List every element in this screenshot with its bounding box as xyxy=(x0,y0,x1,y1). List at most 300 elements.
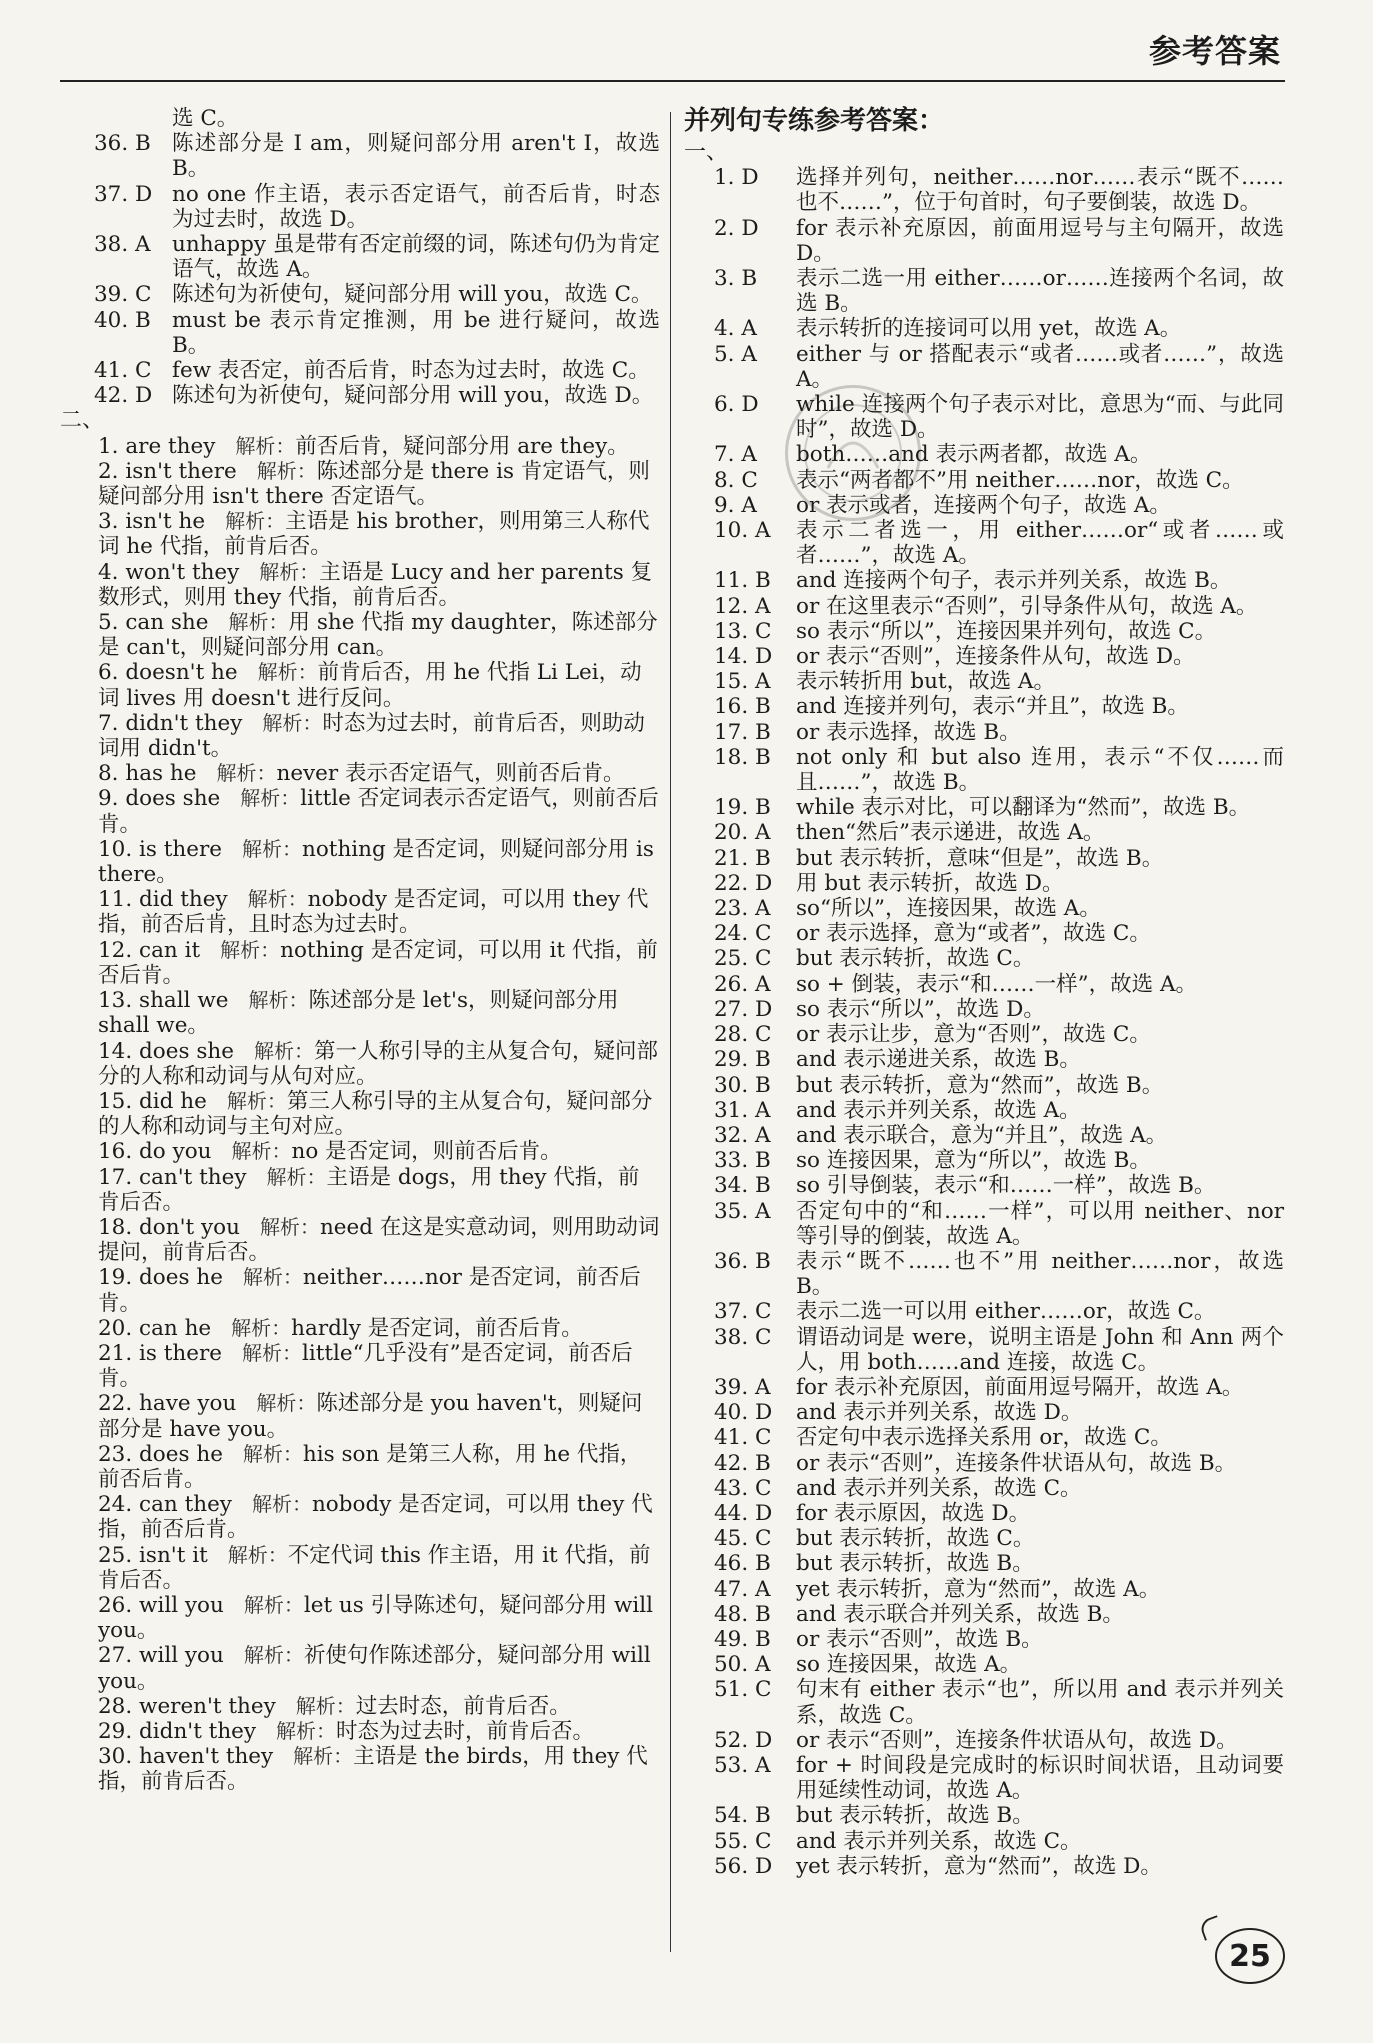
answer-explanation: yet 表示转折，意为“然而”，故选 D。 xyxy=(796,1853,1162,1879)
tag-question-entry xyxy=(60,1316,660,1341)
answer-explanation: 陈述部分是 I am，则疑问部分用 aren't I，故选 B。 xyxy=(172,131,660,182)
entry-answer: can it xyxy=(139,937,201,963)
answer-explanation: 表示二选一可以用 either……or，故选 C。 xyxy=(796,1299,1216,1325)
answer-entry xyxy=(684,442,1284,467)
entry-explanation: hardly 是否定词，前否后肯。 xyxy=(291,1315,583,1341)
answer-explanation: so 连接因果，故选 A。 xyxy=(796,1652,1022,1678)
answer-entry xyxy=(684,1123,1284,1148)
answer-number: 24. C xyxy=(714,921,772,947)
entry-explanation: his son 是第三人称，用 he 代指，前否后肯。 xyxy=(98,1441,642,1492)
answer-number: 6. D xyxy=(714,392,759,418)
answer-entry xyxy=(684,1022,1284,1047)
answer-entry xyxy=(684,1173,1284,1198)
entry-answer: doesn't he xyxy=(125,660,238,686)
answer-number: 54. B xyxy=(714,1803,771,1829)
page-header-title: 参考答案 xyxy=(1148,32,1281,70)
answer-entry xyxy=(684,1451,1284,1476)
answer-entry xyxy=(60,106,660,131)
entry-number: 10. xyxy=(98,836,133,862)
answer-explanation: either 与 or 搭配表示“或者……或者……”，故选 A。 xyxy=(796,341,1284,392)
parse-label: 解析： xyxy=(248,988,309,1013)
entry-number: 29. xyxy=(98,1718,133,1744)
answer-entry xyxy=(684,669,1284,694)
entry-number: 11. xyxy=(98,887,133,913)
answer-entry xyxy=(684,846,1284,871)
answer-explanation: few 表否定，前否后肯，时态为过去时，故选 C。 xyxy=(172,358,650,384)
answer-number: 52. D xyxy=(714,1727,773,1753)
answer-number: 1. D xyxy=(714,165,759,191)
entry-answer: will you xyxy=(139,1643,224,1669)
parse-label: 解析： xyxy=(216,761,277,786)
parse-label: 解析： xyxy=(257,660,318,685)
answer-number: 19. B xyxy=(714,795,771,821)
answer-number: 7. A xyxy=(714,442,757,468)
answer-entry xyxy=(684,1602,1284,1627)
entry-answer: can they xyxy=(139,1492,232,1518)
section-2-label: 二、 xyxy=(60,408,105,434)
section-1-label: 一、 xyxy=(684,140,729,165)
answer-number: 21. B xyxy=(714,845,771,871)
answer-explanation: or 表示“否则”，连接条件状语从句，故选 D。 xyxy=(796,1727,1238,1753)
answer-entry xyxy=(684,745,1284,795)
parse-label: 解析： xyxy=(259,1214,320,1239)
parse-label: 解析： xyxy=(242,1340,303,1365)
parse-label: 解析： xyxy=(242,1265,303,1290)
answer-number: 40. D xyxy=(714,1400,773,1426)
tag-question-entry xyxy=(60,1543,660,1593)
entry-number: 14. xyxy=(98,1038,133,1064)
entry-explanation: 主语是 his brother，则用第三人称代词 he 代指，前肯后否。 xyxy=(98,509,650,560)
entry-number: 22. xyxy=(98,1391,133,1417)
parse-label: 解析： xyxy=(240,786,301,811)
answer-explanation: or 表示“否则”，连接条件从句，故选 D。 xyxy=(796,644,1195,670)
entry-number: 28. xyxy=(98,1693,133,1719)
answer-entry xyxy=(60,182,660,232)
answer-entry xyxy=(684,316,1284,341)
entry-number: 12. xyxy=(98,937,133,963)
entry-explanation: 祈使句作陈述部分，疑问部分用 will you。 xyxy=(98,1643,651,1694)
answer-explanation: and 连接两个句子，表示并列关系，故选 B。 xyxy=(796,568,1232,594)
entry-number: 25. xyxy=(98,1542,133,1568)
answer-number: 12. A xyxy=(714,593,771,619)
parse-label: 解析： xyxy=(247,887,308,912)
answer-explanation: 谓语动词是 were，说明主语是 John 和 Ann 两个人，用 both……and 连接，故选 C。 xyxy=(796,1324,1284,1375)
answer-entry xyxy=(684,392,1284,442)
tag-question-entry xyxy=(60,837,660,887)
tag-question-entry xyxy=(60,1165,660,1215)
answer-explanation: and 表示并列关系，故选 A。 xyxy=(796,1097,1081,1123)
entry-explanation: 不定代词 this 作主语，用 it 代指，前肯后否。 xyxy=(98,1542,651,1593)
answer-entry xyxy=(684,1803,1284,1828)
entry-answer: can she xyxy=(125,610,209,636)
entry-number: 18. xyxy=(98,1214,133,1240)
entry-explanation: 陈述部分是 let's，则疑问部分用 shall we。 xyxy=(98,988,619,1039)
answer-entry xyxy=(684,1199,1284,1249)
entry-answer: is there xyxy=(139,1340,223,1366)
answer-entry xyxy=(684,871,1284,896)
answer-number: 33. B xyxy=(714,1148,771,1174)
answer-entry xyxy=(684,1400,1284,1425)
answer-number: 35. A xyxy=(714,1198,771,1224)
parse-label: 解析： xyxy=(295,1693,356,1718)
entry-answer: isn't it xyxy=(139,1542,208,1568)
entry-answer: weren't they xyxy=(139,1693,276,1719)
answer-number: 2. D xyxy=(714,215,759,241)
answer-explanation: and 表示联合并列关系，故选 B。 xyxy=(796,1601,1124,1627)
answer-entry xyxy=(684,921,1284,946)
entry-number: 7. xyxy=(98,710,119,736)
answer-explanation: or 表示让步，意为“否则”，故选 C。 xyxy=(796,1022,1151,1048)
left-top-entries xyxy=(60,106,660,408)
entry-number: 4. xyxy=(98,559,119,585)
tag-question-entry xyxy=(60,1744,660,1794)
answer-number: 39. A xyxy=(714,1374,771,1400)
answer-explanation: 用 but 表示转折，故选 D。 xyxy=(796,870,1064,896)
answer-explanation: but 表示转折，意味“但是”，故选 B。 xyxy=(796,845,1164,871)
entry-number: 2. xyxy=(98,458,119,484)
answer-number: 37. C xyxy=(714,1299,772,1325)
parse-label: 解析： xyxy=(231,1139,292,1164)
tag-question-entry xyxy=(60,887,660,937)
answer-explanation: and 表示并列关系，故选 D。 xyxy=(796,1400,1083,1426)
parse-label: 解析： xyxy=(226,1088,287,1113)
answer-entry xyxy=(684,1249,1284,1299)
answer-number: 9. A xyxy=(714,492,757,518)
answer-number: 11. B xyxy=(714,568,771,594)
entry-number: 20. xyxy=(98,1315,133,1341)
parse-label: 解析： xyxy=(225,509,286,534)
answer-explanation: and 连接并列句，表示“并且”，故选 B。 xyxy=(796,694,1189,720)
answer-number: 8. C xyxy=(714,467,758,493)
entry-number: 1. xyxy=(98,433,119,459)
answer-entry xyxy=(684,493,1284,518)
answer-explanation: and 表示递进关系，故选 B。 xyxy=(796,1047,1081,1073)
entry-answer: shall we xyxy=(139,988,229,1014)
entry-answer: won't they xyxy=(125,559,240,585)
entry-number: 24. xyxy=(98,1492,133,1518)
answer-entry xyxy=(60,383,660,408)
answer-number: 46. B xyxy=(714,1551,771,1577)
answer-explanation: 表示转折用 but，故选 A。 xyxy=(796,669,1055,695)
answer-number: 4. A xyxy=(714,316,757,342)
answer-explanation: no one 作主语，表示否定语气，前否后肯，时态为过去时，故选 D。 xyxy=(172,181,660,232)
answer-entry xyxy=(684,1047,1284,1072)
parse-label: 解析： xyxy=(256,458,317,483)
tag-question-entry xyxy=(60,1492,660,1542)
answer-explanation: or 表示“否则”，故选 B。 xyxy=(796,1626,1043,1652)
answer-explanation: 句末有 either 表示“也”，所以用 and 表示并列关系，故选 C。 xyxy=(796,1677,1284,1728)
parse-label: 解析： xyxy=(243,1592,304,1617)
parse-label: 解析： xyxy=(227,1542,288,1567)
answer-explanation: while 表示对比，可以翻译为“然而”，故选 B。 xyxy=(796,795,1251,821)
entry-explanation: 时态为过去时，前肯后否。 xyxy=(336,1718,595,1744)
entry-number: 30. xyxy=(98,1744,133,1770)
answer-explanation: 否定句中表示选择关系用 or，故选 C。 xyxy=(796,1425,1172,1451)
answer-entry xyxy=(684,1677,1284,1727)
entry-number: 13. xyxy=(98,988,133,1014)
tag-question-entry xyxy=(60,938,660,988)
entry-explanation: neither……nor 是否定词，前否后肯。 xyxy=(98,1265,641,1316)
answer-number: 37. D xyxy=(94,181,153,207)
entry-explanation: 时态为过去时，前肯后否，则助动词用 didn't。 xyxy=(98,710,645,762)
entry-answer: do you xyxy=(139,1139,212,1165)
answer-entry xyxy=(684,1425,1284,1450)
tag-question-entry xyxy=(60,434,660,459)
tag-question-entry xyxy=(60,660,660,710)
entry-number: 16. xyxy=(98,1139,133,1165)
entry-number: 26. xyxy=(98,1592,133,1618)
answer-entry xyxy=(684,972,1284,997)
answer-explanation: 选择并列句，neither……nor……表示“既不……也不……”，位于句首时，句子要倒装，故选 D。 xyxy=(796,165,1284,216)
answer-entry xyxy=(684,1728,1284,1753)
answer-entry xyxy=(684,720,1284,745)
answer-entry xyxy=(60,282,660,307)
tag-question-entry xyxy=(60,509,660,559)
column-divider xyxy=(670,112,671,1952)
left-column xyxy=(60,106,660,1795)
answer-explanation: 表示二者选一，用 either……or“或者……或者……”，故选 A。 xyxy=(796,518,1284,569)
answer-entry xyxy=(684,1325,1284,1375)
entry-number: 19. xyxy=(98,1265,133,1291)
entry-explanation: 前肯后否，用 he 代指 Li Lei，动词 lives 用 doesn't 进行反问。 xyxy=(98,660,642,711)
answer-number: 15. A xyxy=(714,669,771,695)
answer-number: 39. C xyxy=(94,282,152,308)
answer-explanation: 选 C。 xyxy=(172,106,239,131)
answer-entry xyxy=(684,896,1284,921)
entry-answer: will you xyxy=(139,1592,224,1618)
answer-explanation: but 表示转折，故选 C。 xyxy=(796,946,1035,972)
entry-explanation: 第三人称引导的主从复合句，疑问部分的人称和动词与主句对应。 xyxy=(98,1088,653,1140)
answer-explanation: 表示“既不……也不”用 neither……nor，故选 B。 xyxy=(796,1248,1284,1300)
answer-number: 41. C xyxy=(714,1425,772,1451)
answer-number: 38. C xyxy=(714,1324,772,1350)
entry-explanation: 前否后肯，疑问部分用 are they。 xyxy=(295,433,629,459)
entry-explanation: 陈述部分是 you haven't，则疑问部分是 have you。 xyxy=(98,1391,643,1442)
answer-explanation: 陈述句为祈使句，疑问部分用 will you，故选 D。 xyxy=(172,383,654,409)
answer-explanation: so + 倒装，表示“和……一样”，故选 A。 xyxy=(796,971,1198,997)
answer-entry xyxy=(684,1526,1284,1551)
entry-answer: is there xyxy=(139,836,223,862)
answer-entry xyxy=(684,946,1284,971)
entry-explanation: 陈述部分是 there is 肯定语气，则疑问部分用 isn't there 否定语气。 xyxy=(98,458,650,510)
answer-explanation: not only 和 but also 连用，表示“不仅……而且……”，故选 B。 xyxy=(796,744,1284,796)
answer-number: 16. B xyxy=(714,694,771,720)
answer-number: 10. A xyxy=(714,518,771,544)
answer-entry xyxy=(60,131,660,181)
answer-entry xyxy=(684,1829,1284,1854)
answer-explanation: or 表示或者，连接两个句子，故选 A。 xyxy=(796,492,1171,518)
parse-label: 解析： xyxy=(266,1164,327,1189)
answer-entry xyxy=(684,619,1284,644)
entry-explanation: nobody 是否定词，可以用 they 代指，前否后肯。 xyxy=(98,1492,653,1543)
answer-entry xyxy=(60,308,660,358)
answer-explanation: for 表示原因，故选 D。 xyxy=(796,1500,1031,1526)
entry-number: 23. xyxy=(98,1441,133,1467)
entry-explanation: little 否定词表示否定语气，则前否后肯。 xyxy=(98,786,659,837)
answer-explanation: and 表示联合，意为“并且”，故选 A。 xyxy=(796,1122,1168,1148)
answer-number: 45. C xyxy=(714,1526,772,1552)
entry-number: 17. xyxy=(98,1164,133,1190)
parse-label: 解析： xyxy=(293,1744,354,1769)
answer-explanation: 否定句中的“和……一样”，可以用 neither、nor 等引导的倒装，故选 A。 xyxy=(796,1198,1284,1249)
entry-answer: does she xyxy=(125,786,221,812)
answer-entry xyxy=(684,997,1284,1022)
tag-question-entry xyxy=(60,1215,660,1265)
answer-explanation: so 表示“所以”，故选 D。 xyxy=(796,996,1045,1022)
answer-entry xyxy=(684,342,1284,392)
page-number-swirl xyxy=(1198,1915,1224,1941)
answer-entry xyxy=(684,644,1284,669)
answer-number: 49. B xyxy=(714,1626,771,1652)
answer-number: 51. C xyxy=(714,1677,772,1703)
answer-entry xyxy=(684,795,1284,820)
answer-number: 28. C xyxy=(714,1022,772,1048)
answer-number: 42. D xyxy=(94,383,153,409)
answer-number: 3. B xyxy=(714,266,758,291)
entry-answer: can't they xyxy=(139,1164,247,1190)
entry-explanation: 主语是 the birds，用 they 代指，前肯后否。 xyxy=(98,1744,648,1795)
entry-answer: did they xyxy=(139,887,228,913)
answer-explanation: 表示二选一用 either……or……连接两个名词，故选 B。 xyxy=(796,266,1284,317)
parse-label: 解析： xyxy=(242,836,303,861)
answer-entry xyxy=(60,232,660,282)
answer-number: 27. D xyxy=(714,996,773,1022)
entry-explanation: 用 she 代指 my daughter，陈述部分是 can't，则疑问部分用 can。 xyxy=(98,610,658,661)
entry-explanation: nothing 是否定词，可以用 it 代指，前否后肯。 xyxy=(98,937,658,988)
answer-explanation: and 表示并列关系，故选 C。 xyxy=(796,1828,1082,1854)
entry-answer: does he xyxy=(139,1265,223,1291)
entry-number: 3. xyxy=(98,509,119,535)
tag-question-entry xyxy=(60,761,660,786)
tag-question-entry xyxy=(60,711,660,761)
entry-explanation: never 表示否定语气，则前否后肯。 xyxy=(276,761,625,787)
answer-number: 17. B xyxy=(714,719,771,745)
answer-number: 18. B xyxy=(714,744,771,770)
answer-entry xyxy=(684,594,1284,619)
tag-question-entry xyxy=(60,459,660,509)
tag-question-entry xyxy=(60,610,660,660)
entry-number: 9. xyxy=(98,786,119,812)
parse-label: 解析： xyxy=(242,1441,303,1466)
answer-explanation: while 连接两个句子表示对比，意思为“而、与此同时”，故选 D。 xyxy=(796,392,1284,443)
header-rule xyxy=(60,80,1285,82)
entry-explanation: let us 引导陈述句，疑问部分用 will you。 xyxy=(98,1592,654,1644)
answer-explanation: yet 表示转折，意为“然而”，故选 A。 xyxy=(796,1576,1161,1602)
parse-label: 解析： xyxy=(253,1038,314,1063)
answer-number: 13. C xyxy=(714,618,772,644)
answer-number: 14. D xyxy=(714,644,773,670)
entry-answer: can he xyxy=(139,1315,212,1341)
answer-explanation: so 引导倒装，表示“和……一样”，故选 B。 xyxy=(796,1173,1216,1199)
answer-entry xyxy=(60,358,660,383)
answer-explanation: 表示“两者都不”用 neither……nor，故选 C。 xyxy=(796,467,1244,493)
parse-label: 解析： xyxy=(235,433,296,458)
answer-number: 44. D xyxy=(714,1500,773,1526)
tag-question-entry xyxy=(60,1265,660,1315)
answer-entry xyxy=(684,165,1284,215)
answer-explanation: for 表示补充原因，前面用逗号隔开，故选 A。 xyxy=(796,1374,1244,1400)
entry-explanation: nothing 是否定词，则疑问部分用 is there。 xyxy=(98,836,654,888)
entry-number: 8. xyxy=(98,761,119,787)
parse-label: 解析： xyxy=(251,1492,312,1517)
answer-explanation: so“所以”，连接因果，故选 A。 xyxy=(796,896,1101,922)
parse-label: 解析： xyxy=(262,710,323,735)
answer-explanation: or 表示选择，故选 B。 xyxy=(796,719,1021,745)
answer-entry xyxy=(684,1577,1284,1602)
answer-explanation: but 表示转折，意为“然而”，故选 B。 xyxy=(796,1072,1164,1098)
answer-entry xyxy=(684,694,1284,719)
entry-explanation: no 是否定词，则前否后肯。 xyxy=(291,1139,562,1165)
parse-label: 解析： xyxy=(243,1643,304,1668)
entry-answer: are they xyxy=(125,433,216,459)
answer-entry xyxy=(684,468,1284,493)
answer-number: 29. B xyxy=(714,1047,771,1073)
right-column xyxy=(684,106,1284,1879)
answer-explanation: so 连接因果，意为“所以”，故选 B。 xyxy=(796,1148,1151,1174)
answer-explanation: but 表示转折，故选 C。 xyxy=(796,1526,1035,1552)
answer-explanation: must be 表示肯定推测，用 be 进行疑问，故选 B。 xyxy=(172,307,660,358)
entry-answer: have you xyxy=(139,1391,237,1417)
answer-explanation: so 表示“所以”，连接因果并列句，故选 C。 xyxy=(796,618,1217,644)
answer-number: 25. C xyxy=(714,946,772,972)
answer-entry xyxy=(684,1476,1284,1501)
tag-question-entry xyxy=(60,1039,660,1089)
tag-question-entry xyxy=(60,1719,660,1744)
entry-answer: did he xyxy=(139,1088,207,1114)
answer-entry xyxy=(684,216,1284,266)
answer-number: 22. D xyxy=(714,870,773,896)
tag-question-entry xyxy=(60,786,660,836)
answer-number: 48. B xyxy=(714,1601,771,1627)
answer-explanation: but 表示转折，故选 B。 xyxy=(796,1803,1034,1829)
answer-number: 40. B xyxy=(94,307,151,333)
parse-label: 解析： xyxy=(259,559,320,584)
entry-answer: does he xyxy=(139,1441,223,1467)
tag-question-entry xyxy=(60,1643,660,1693)
tag-question-entry xyxy=(60,1341,660,1391)
answer-explanation: 表示转折的连接词可以用 yet，故选 A。 xyxy=(796,316,1182,342)
answer-number: 26. A xyxy=(714,971,771,997)
answer-number: 30. B xyxy=(714,1072,771,1098)
answer-number: 23. A xyxy=(714,896,771,922)
answer-number: 55. C xyxy=(714,1828,772,1854)
answer-explanation: unhappy 虽是带有否定前缀的词，陈述句仍为肯定语气，故选 A。 xyxy=(172,232,660,283)
entry-answer: has he xyxy=(125,761,197,787)
answer-entry xyxy=(684,1098,1284,1123)
answer-explanation: both……and 表示两者都，故选 A。 xyxy=(796,442,1152,468)
answer-explanation: 陈述句为祈使句，疑问部分用 will you，故选 C。 xyxy=(172,282,653,308)
parse-label: 解析： xyxy=(276,1718,337,1743)
answer-number: 43. C xyxy=(714,1475,772,1501)
answer-entry xyxy=(684,1652,1284,1677)
answer-number: 31. A xyxy=(714,1097,771,1123)
right-section-title: 并列句专练参考答案： xyxy=(684,106,945,136)
answer-entry xyxy=(684,266,1284,316)
entry-answer: don't you xyxy=(139,1214,240,1240)
parse-label: 解析： xyxy=(228,610,289,635)
answer-explanation: or 表示选择，意为“或者”，故选 C。 xyxy=(796,921,1151,947)
answer-number: 32. A xyxy=(714,1122,771,1148)
entry-answer: isn't there xyxy=(125,458,237,484)
entry-answer: does she xyxy=(139,1038,234,1064)
entry-explanation: nobody 是否定词，可以用 they 代指，前否后肯，且时态为过去时。 xyxy=(98,887,649,938)
answer-number: 50. A xyxy=(714,1652,771,1678)
answer-number: 36. B xyxy=(94,131,151,157)
answer-entry xyxy=(684,1148,1284,1173)
entry-explanation: 第一人称引导的主从复合句，疑问部分的人称和动词与从句对应。 xyxy=(98,1038,658,1089)
answer-number: 20. A xyxy=(714,820,771,846)
entry-explanation: 主语是 dogs，用 they 代指，前肯后否。 xyxy=(98,1164,640,1215)
